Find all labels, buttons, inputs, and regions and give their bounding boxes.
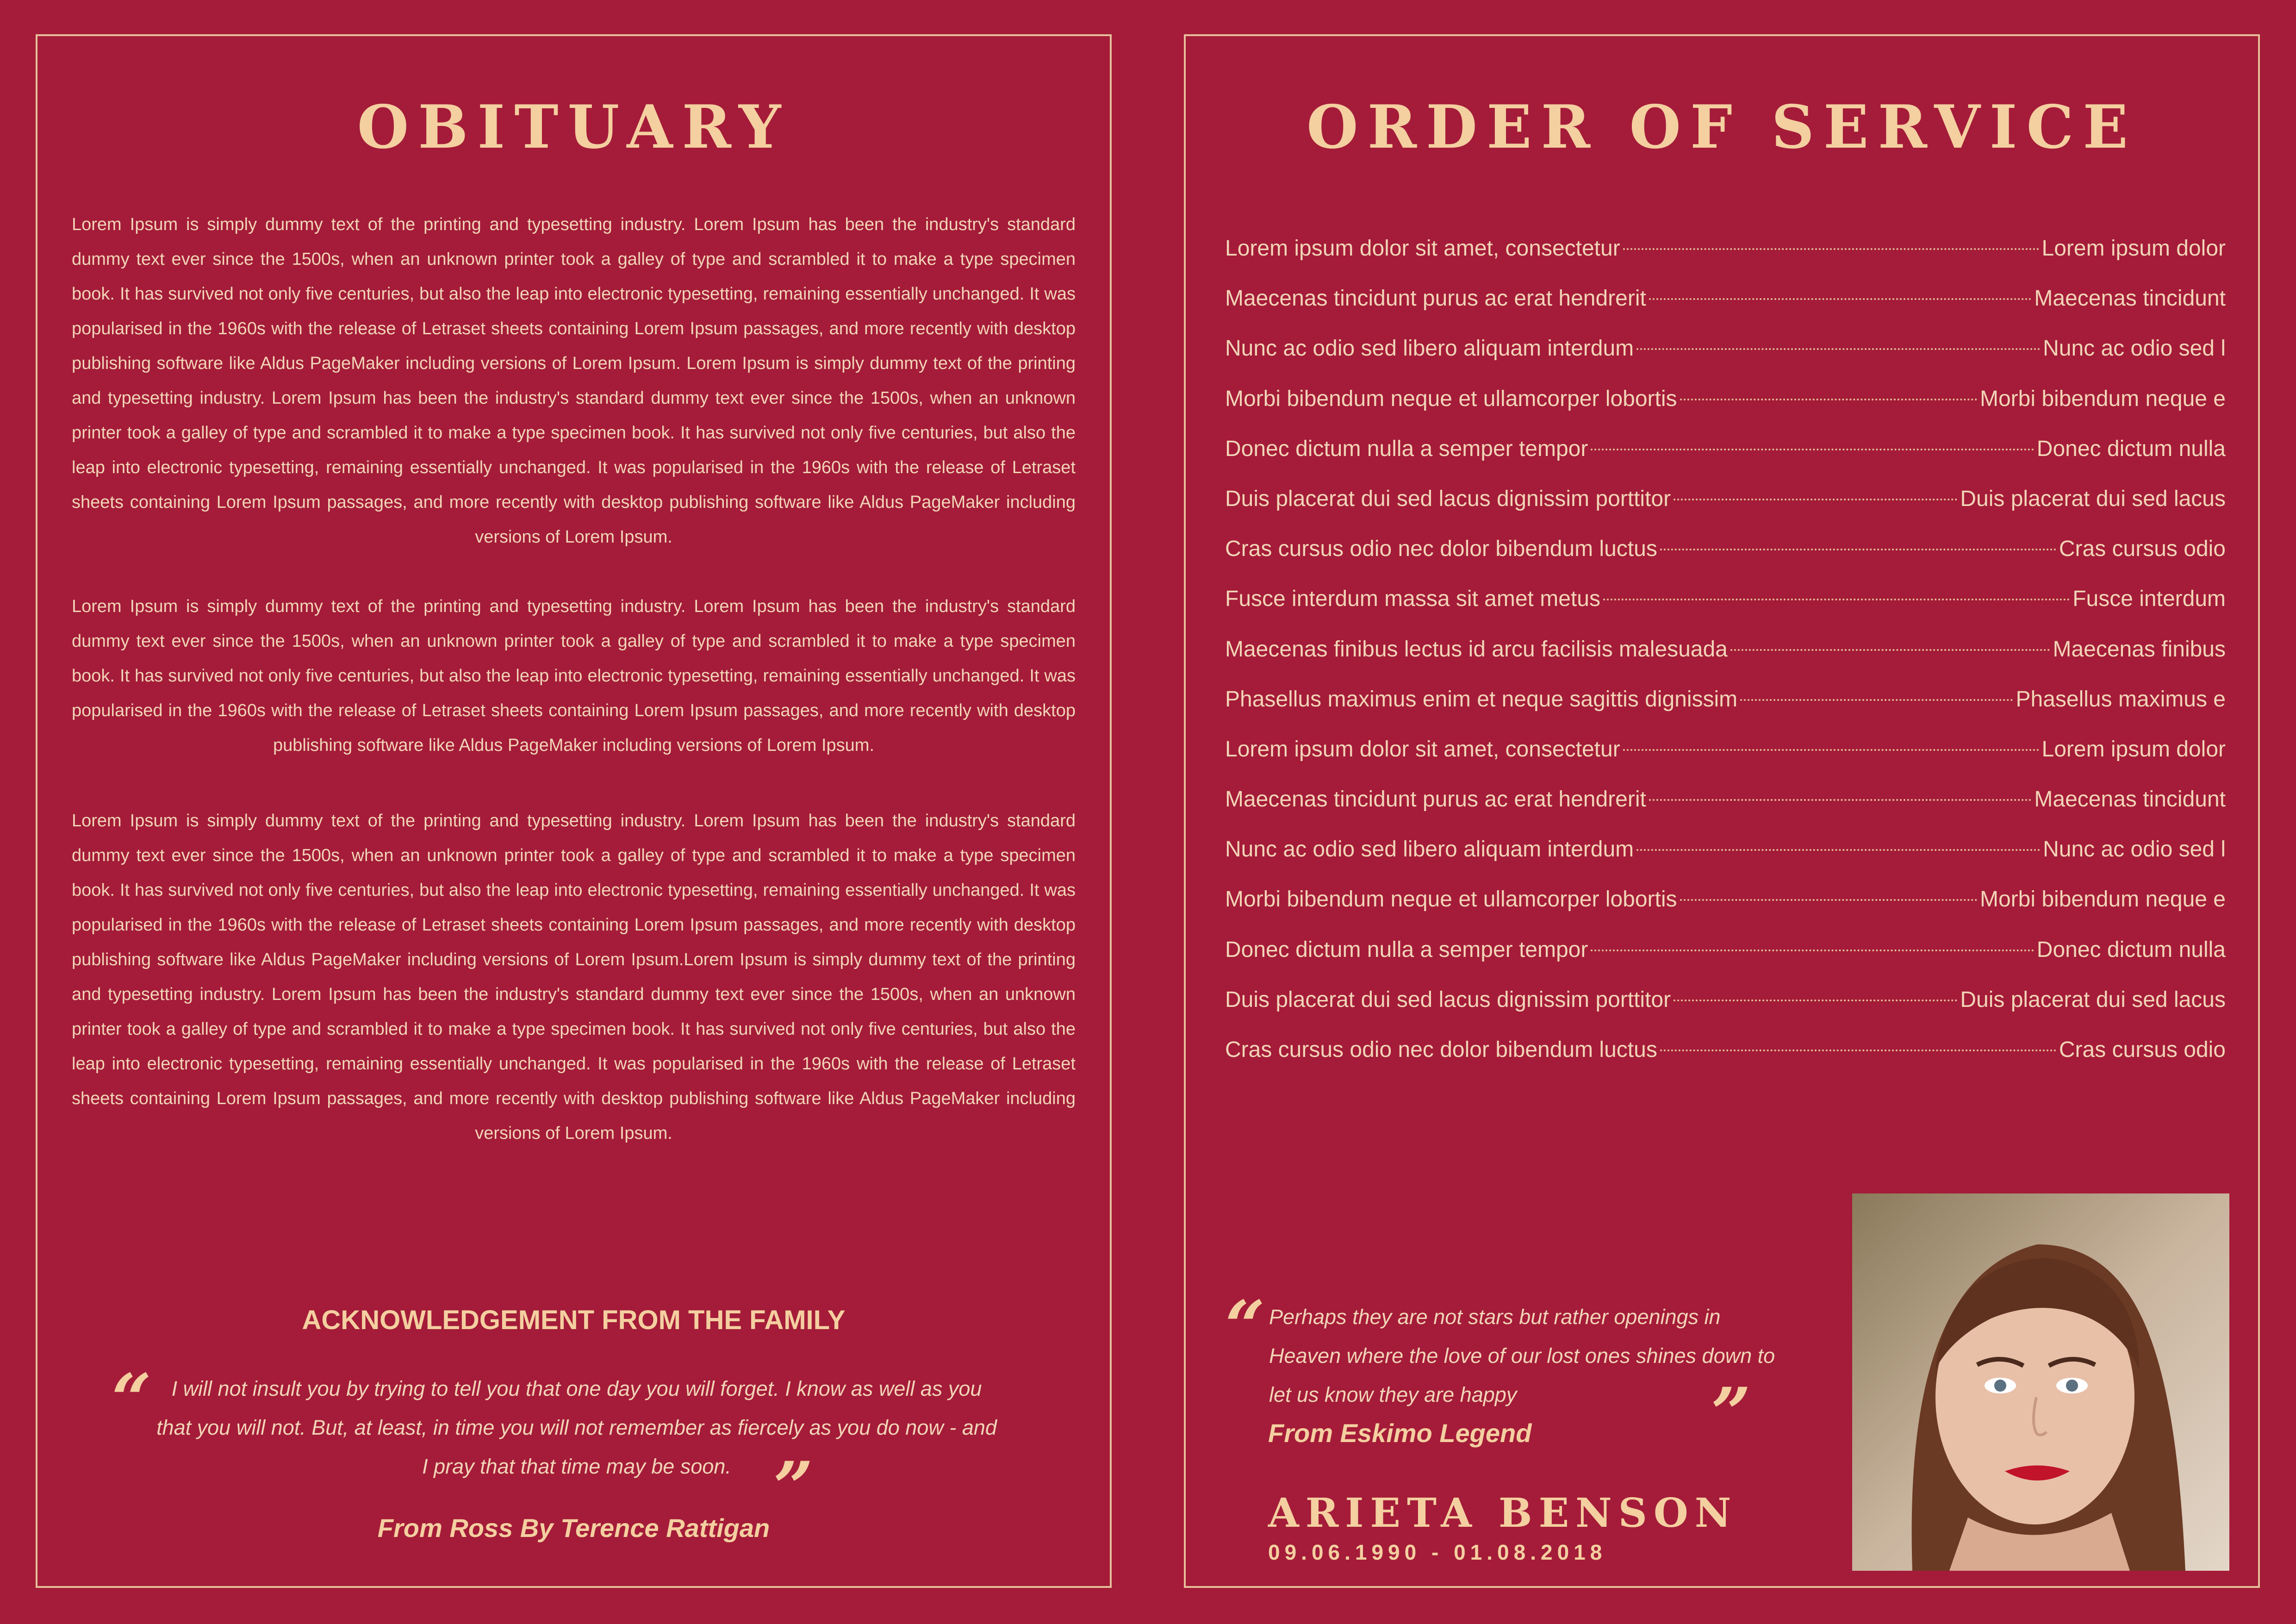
service-item-label: Fusce interdum massa sit amet metus [1225,587,1600,612]
dotted-leader [1591,949,2034,951]
service-item-label: Duis placerat dui sed lacus dignissim porttitor [1225,987,1671,1012]
service-item-value: Nunc ac odio sed l [2043,837,2226,862]
service-item [1225,424,2226,474]
service-item-value: Duis placerat dui sed lacus [1960,486,2226,511]
service-item [1225,824,2226,874]
service-item-label: Lorem ipsum dolor sit amet, consectetur [1225,737,1620,762]
service-item-label: Duis placerat dui sed lacus dignissim porttitor [1225,486,1671,511]
service-item-value: Maecenas finibus [2053,637,2226,662]
service-item [1225,925,2226,975]
dotted-leader [1660,549,2056,550]
service-item-label: Lorem ipsum dolor sit amet, consectetur [1225,236,1620,261]
service-item-value: Phasellus maximus e [2016,687,2226,712]
life-dates: 09.06.1990 - 01.08.2018 [1268,1540,1607,1564]
service-item-value: Donec dictum nulla [2036,436,2226,461]
order-of-service-page [1184,34,2260,1588]
portrait-photo [1852,1193,2229,1571]
service-item [1225,224,2226,274]
service-item-value: Morbi bibendum neque e [1979,887,2226,912]
close-quote-icon: ” [773,1447,814,1528]
open-quote-icon: “ [112,1359,152,1440]
service-item-label: Nunc ac odio sed libero aliquam interdum [1225,336,1634,361]
service-item [1225,625,2226,675]
service-item [1225,975,2226,1025]
service-item-value: Nunc ac odio sed l [2043,336,2226,361]
open-quote-icon: “ [1225,1286,1265,1367]
dotted-leader [1636,849,2040,851]
deceased-name: ARIETA BENSON [1268,1490,1738,1537]
dotted-leader [1649,799,2032,801]
dotted-leader [1603,599,2070,600]
service-item-label: Phasellus maximus enim et neque sagittis dignissim [1225,687,1738,712]
obituary-page [36,34,1112,1588]
dotted-leader [1649,298,2032,300]
acknowledgement-attribution: From Ross By Terence Rattigan [377,1513,770,1543]
dotted-leader [1740,699,2013,701]
service-item-label: Maecenas finibus lectus id arcu facilisis malesuada [1225,637,1728,662]
service-item [1225,874,2226,924]
dotted-leader [1674,499,1957,500]
service-item [1225,675,2226,725]
service-item-value: Cras cursus odio [2059,1037,2226,1062]
dotted-leader [1623,248,2039,250]
service-item [1225,324,2226,374]
service-item-value: Lorem ipsum dolor [2041,737,2226,762]
dotted-leader [1636,348,2040,350]
close-quote-icon: ” [1711,1373,1751,1454]
service-item-value: Morbi bibendum neque e [1979,386,2226,411]
dotted-leader [1674,999,1957,1001]
memorial-attribution: From Eskimo Legend [1268,1418,1532,1448]
service-item [1225,725,2226,775]
service-item-value: Donec dictum nulla [2036,937,2226,962]
service-item [1225,574,2226,624]
obituary-paragraph: Lorem Ipsum is simply dummy text of the printing and typesetting industry. Lorem Ipsum has been the industry's standard dummy text ever since the 1500s, when an unknown printer took a galley of type and scrambled it to make a type specimen book. It has survived not only five centuries, but also the leap into electronic typesetting, remaining essentially unchanged. It was popularised in the 1960s with the release of Letraset sheets containing Lorem Ipsum passages, and more recently with desktop publishing software like Aldus PageMaker including versions of Lorem Ipsum. [72,597,1076,755]
service-item [1225,474,2226,524]
service-item [1225,1025,2226,1075]
service-item-value: Cras cursus odio [2059,537,2226,562]
service-title: ORDER OF SERVICE [1307,93,2137,162]
service-item-label: Morbi bibendum neque et ullamcorper lobortis [1225,386,1677,411]
dotted-leader [1623,749,2039,751]
service-item-label: Cras cursus odio nec dolor bibendum luctus [1225,537,1657,562]
dotted-leader [1730,649,2050,651]
dotted-leader [1660,1049,2056,1051]
service-item-value: Lorem ipsum dolor [2041,236,2226,261]
dotted-leader [1680,399,1977,400]
acknowledgement-quote: I will not insult you by trying to tell you that one day you will forget. I know as well as you that you will not. But, at least, in time you will not remember as fiercely as you do now - and I pray that that time may be soon. [156,1377,997,1478]
service-item-label: Nunc ac odio sed libero aliquam interdum [1225,837,1634,862]
service-item-label: Donec dictum nulla a semper tempor [1225,436,1588,461]
service-item [1225,374,2226,424]
service-item-value: Maecenas tincidunt [2034,787,2226,812]
service-item-value: Maecenas tincidunt [2034,286,2226,311]
dotted-leader [1680,899,1977,901]
service-item-label: Maecenas tincidunt purus ac erat hendrerit [1225,787,1646,812]
service-item-label: Donec dictum nulla a semper tempor [1225,937,1588,962]
acknowledgement-title: ACKNOWLEDGEMENT FROM THE FAMILY [302,1305,846,1335]
service-item [1225,524,2226,574]
memorial-quote: Perhaps they are not stars but rather openings in Heaven where the love of our lost ones shines down to let us know they are happy [1269,1305,1775,1406]
service-item-value: Fusce interdum [2072,587,2226,612]
obituary-paragraph: Lorem Ipsum is simply dummy text of the printing and typesetting industry. Lorem Ipsum has been the industry's standard dummy text ever since the 1500s, when an unknown printer took a galley of type and scrambled it to make a type specimen book. It has survived not only five centuries, but also the leap into electronic typesetting, remaining essentially unchanged. It was popularised in the 1960s with the release of Letraset sheets containing Lorem Ipsum passages, and more recently with desktop publishing software like Aldus PageMaker including versions of Lorem Ipsum.Lorem Ipsum is simply dummy text of the printing and typesetting industry. Lorem Ipsum has been the industry's standard dummy text ever since the 1500s, when an unknown printer took a galley of type and scrambled it to make a type specimen book. It has survived not only five centuries, but also the leap into electronic typesetting, remaining essentially unchanged. It was popularised in the 1960s with the release of Letraset sheets containing Lorem Ipsum passages, and more recently with desktop publishing software like Aldus PageMaker including versions of Lorem Ipsum. [72,811,1076,1143]
obituary-title: OBITUARY [357,93,790,162]
dotted-leader [1591,449,2034,450]
service-item-label: Morbi bibendum neque et ullamcorper lobortis [1225,887,1677,912]
service-item-label: Cras cursus odio nec dolor bibendum luctus [1225,1037,1657,1062]
service-list [1225,224,2226,1075]
obituary-paragraph: Lorem Ipsum is simply dummy text of the printing and typesetting industry. Lorem Ipsum has been the industry's standard dummy text ever since the 1500s, when an unknown printer took a galley of type and scrambled it to make a type specimen book. It has survived not only five centuries, but also the leap into electronic typesetting, remaining essentially unchanged. It was popularised in the 1960s with the release of Letraset sheets containing Lorem Ipsum passages, and more recently with desktop publishing software like Aldus PageMaker including versions of Lorem Ipsum. Lorem Ipsum is simply dummy text of the printing and typesetting industry. Lorem Ipsum has been the industry's standard dummy text ever since the 1500s, when an unknown printer took a galley of type and scrambled it to make a type specimen book. It has survived not only five centuries, but also the leap into electronic typesetting, remaining essentially unchanged. It was popularised in the 1960s with the release of Letraset sheets containing Lorem Ipsum passages, and more recently with desktop publishing software like Aldus PageMaker including versions of Lorem Ipsum. [72,215,1076,547]
service-item-label: Maecenas tincidunt purus ac erat hendrerit [1225,286,1646,311]
service-item-value: Duis placerat dui sed lacus [1960,987,2226,1012]
service-item [1225,775,2226,824]
service-item [1225,274,2226,324]
